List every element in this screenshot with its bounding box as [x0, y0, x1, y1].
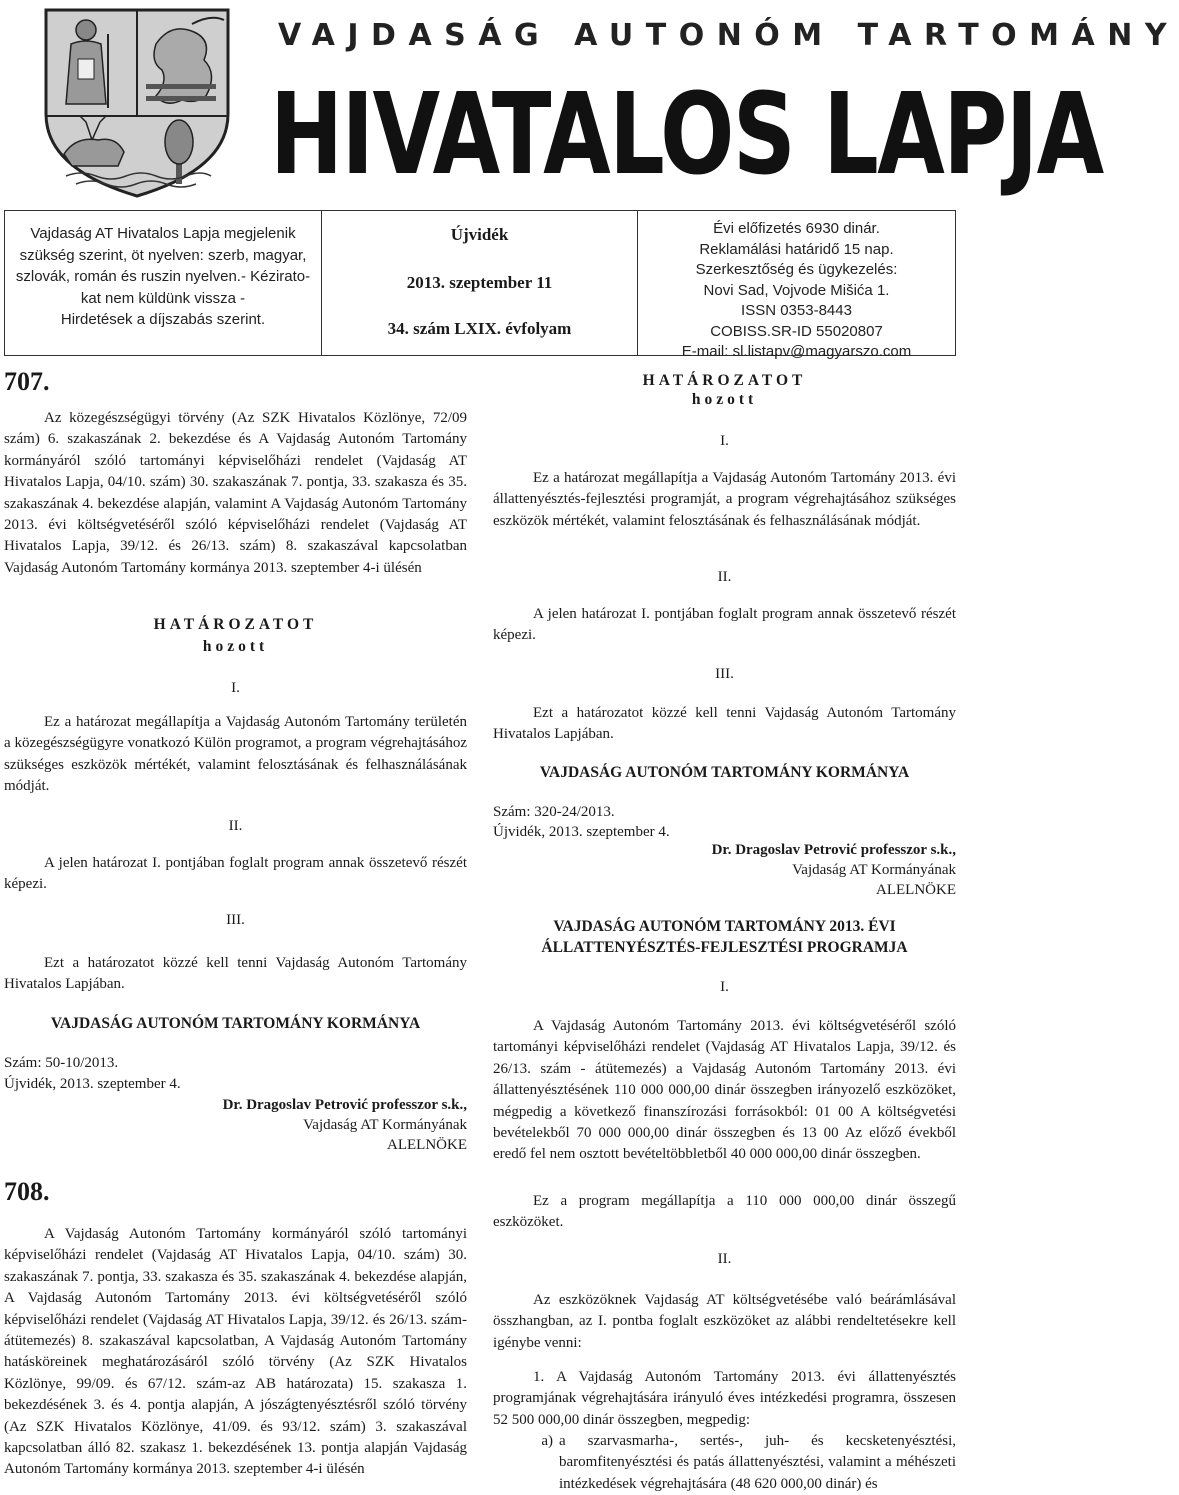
program-title: ÁLLATTENYÉSZTÉS-FEJLESZTÉSI PROGRAMJA: [541, 939, 908, 956]
list-subitem-text: a szarvasmarha-, sertés-, juh- és kecsketenyésztési, baromfitenyésztési és patás állattenyésztési, valamint a méhészeti intézkedések végrehajtására (48 620 000,00 dinár) és: [559, 1433, 956, 1492]
issue-city: Újvidék: [450, 225, 509, 244]
publication-notice: [5, 211, 322, 355]
issue-number: 34. szám LXIX. évfolyam: [387, 319, 572, 338]
publication-info-box: [4, 210, 956, 360]
signer-role: Vajdaság AT Kormányának: [303, 1117, 467, 1133]
email-line: E-mail: sl.listapv@magyarszo.com: [681, 343, 912, 360]
decision-number-708: 708.: [4, 1177, 50, 1206]
government-name: VAJDASÁG AUTONÓM TARTOMÁNY KORMÁNYA: [539, 764, 910, 781]
subscription-line: Évi előfizetés 6930 dinár.: [713, 220, 880, 237]
document-number: Szám: 50-10/2013.: [4, 1055, 119, 1071]
document-date: Újvidék, 2013. szeptember 4.: [4, 1076, 181, 1092]
decision-number-707: 707.: [4, 367, 50, 396]
signer-name: Dr. Dragoslav Petrović professzor s.k.,: [711, 842, 956, 858]
signer-title: ALELNÖKE: [876, 882, 956, 898]
notice-line: Hirdetések a díjszabás szerint.: [60, 311, 266, 328]
subscription-line: Novi Sad, Vojvode Mišića 1.: [703, 281, 890, 299]
decision-subheading: hozott: [691, 391, 758, 408]
preamble-708: A Vajdaság Autonóm Tartomány kormányáról szóló tartományi képviselőházi rendelet (Vajdaság AT Hivatalos Lapja, 04/10. szám) 30. szakaszának 7. pontja, 33. szakasza és 35. szakaszának 4. bekezdése alapján, A Vajdaság Autonóm Tartomány 2013. évi költségvetéséről szóló képviselőházi rendelet (Vajdaság AT Hivatalos Lapja, 39/12. és 26/13. szám-átütemezés) 8. szakaszával kapcsolatban, A Vajdaság Autonóm Tartomány hatásköreinek meghatározásáról szóló törvény (Az SZK Hivatalos Közlönye, 99/09. és 67/12. szám-az AB határozata) 15. szakasza 1. bekezdésének 3. és 4. pontja alapján, A jószágtenyésztésről szóló törvény (Az SZK Hivatalos Közlönye, 41/09. és 93/12. szám) 3. szakaszával kapcsolatban álló 82. szakasz 1. bekezdésének 13. pontja alapján Vajdaság Autonóm Tartomány kormánya 2013. szeptember 4-i ülésén: [4, 1226, 467, 1478]
article-paragraph: A jelen határozat I. pontjában foglalt program annak összetevő részét képezi.: [4, 855, 467, 893]
issue-info: [322, 211, 638, 355]
government-name: VAJDASÁG AUTONÓM TARTOMÁNY KORMÁNYA: [50, 1015, 421, 1032]
subscription-line: ISSN 0353-8443: [741, 302, 852, 319]
list-subitem: [523, 1431, 956, 1495]
article-paragraph: Az eszközöknek Vajdaság AT költségvetésébe való beárámlásával összhangban, az I. pontba foglalt eszközöket az alábbi rendeltetésekre kell igénybe venni:: [493, 1292, 956, 1351]
notice-line: Vajdaság AT Hivatalos Lapja megjelenik: [30, 225, 296, 242]
notice-line: szlovák, román és ruszin nyelven.- Kézirato-: [15, 268, 311, 285]
document-number: Szám: 320-24/2013.: [493, 804, 615, 820]
document-date: Újvidék, 2013. szeptember 4.: [493, 824, 670, 840]
list-subitem-label: a): [541, 1433, 553, 1449]
coat-of-arms-crest: [6, 4, 268, 200]
publication-title: HIVATALOS LAPJA: [270, 70, 1103, 200]
preamble-707: Az közegészségügyi törvény (Az SZK Hivatalos Közlönye, 72/09 szám) 6. szakaszának 2. bekezdése és A Vajdaság Autonóm Tartomány kormányáról szóló tartományi képviselőházi rendelet (Vajdaság AT Hivatalos Lapja, 04/10. szám) 30. szakaszának 7. pontja, 33. szakasza és 35. szakaszának 4. bekezdése alapján, valamint A Vajdaság Autonóm Tartomány 2013. évi költségvetéséről szóló képviselőházi rendelet (Vajdaság AT Hivatalos Lapja, 39/12. és 26/13. szám) 8. szakaszával kapcsolatban Vajdaság Autonóm Tartomány kormánya 2013. szeptember 4-i ülésén: [4, 410, 467, 576]
article-paragraph: Ezt a határozatot közzé kell tenni Vajdaság Autonóm Tartomány Hivatalos Lapjában.: [493, 705, 956, 743]
section-numeral: I.: [720, 979, 729, 995]
subscription-line: Reklamálási határidő 15 nap.: [699, 240, 894, 258]
subscription-info: [638, 211, 955, 360]
section-numeral: III.: [226, 912, 245, 928]
decision-heading: HATÁROZATOT: [153, 616, 318, 633]
issue-date: 2013. szeptember 11: [406, 273, 553, 292]
section-numeral: III.: [715, 666, 734, 682]
signer-role: Vajdaság AT Kormányának: [792, 862, 956, 878]
publication-supertitle: VAJDASÁG AUTONÓM TARTOMÁNY: [278, 18, 1179, 53]
list-item: 1. A Vajdaság Autonóm Tartomány 2013. évi állattenyésztés programjának végrehajtására irányuló éves intézkedési programra, összesen 52 500 000,00 dinár összegben, megpedig:: [493, 1369, 956, 1428]
section-numeral: I.: [720, 433, 729, 449]
notice-line: kat nem küldünk vissza -: [80, 289, 246, 307]
article-paragraph: Ez a határozat megállapítja a Vajdaság Autonóm Tartomány 2013. évi állattenyésztés-fejlesztési programját, a program végrehajtásához szükséges eszközök mértékét, valamint felosztásának és felhasználásának módját.: [493, 470, 956, 529]
section-numeral: II.: [717, 569, 732, 585]
article-paragraph: A jelen határozat I. pontjában foglalt program annak összetevő részét képezi.: [493, 606, 956, 644]
section-numeral: I.: [231, 680, 240, 696]
article-paragraph: Ezt a határozatot közzé kell tenni Vajdaság Autonóm Tartomány Hivatalos Lapjában.: [4, 955, 467, 993]
program-title: VAJDASÁG AUTONÓM TARTOMÁNY 2013. ÉVI: [553, 918, 896, 935]
section-numeral: II.: [717, 1251, 732, 1267]
subscription-line: COBISS.SR-ID 55020807: [710, 322, 883, 340]
subscription-line: Szerkesztőség és ügykezelés:: [695, 261, 898, 278]
signer-name: Dr. Dragoslav Petrović professzor s.k.,: [222, 1097, 467, 1113]
article-paragraph: Ez a program megállapítja a 110 000 000,00 dinár összegű eszközöket.: [493, 1193, 956, 1231]
signer-title: ALELNÖKE: [387, 1137, 467, 1153]
decision-subheading: hozott: [202, 638, 269, 655]
article-paragraph: A Vajdaság Autonóm Tartomány 2013. évi költségvetéséről szóló tartományi képviselőházi rendelet (Vajdaság AT Hivatalos Lapja, 39/12. és 26/13. szám - átütemezés) a Vajdaság Autonóm Tartomány 2013. évi állattenyésztésének 110 000 000,00 dinár összegben irányozelő eszközöket, mégpedig a következő finanszírozási forrásokból: 01 00 A költségvetési bevételekből 70 000 000,00 dinár összegben és 13 00 Az előző évekből eredő fel nem osztott bevételtöbbletből 40 000 000,00 dinár összegben.: [493, 1018, 956, 1163]
section-numeral: II.: [228, 818, 243, 834]
decision-heading: HATÁROZATOT: [642, 372, 807, 389]
article-paragraph: Ez a határozat megállapítja a Vajdaság Autonóm Tartomány területén a közegészségügyre vonatkozó Külön programot, a program végrehajtásához szükséges eszközök mértékét, valamint felosztásának és felhasználásának módját.: [4, 714, 467, 795]
notice-line: szükség szerint, öt nyelven: szerb, magyar,: [19, 246, 307, 264]
